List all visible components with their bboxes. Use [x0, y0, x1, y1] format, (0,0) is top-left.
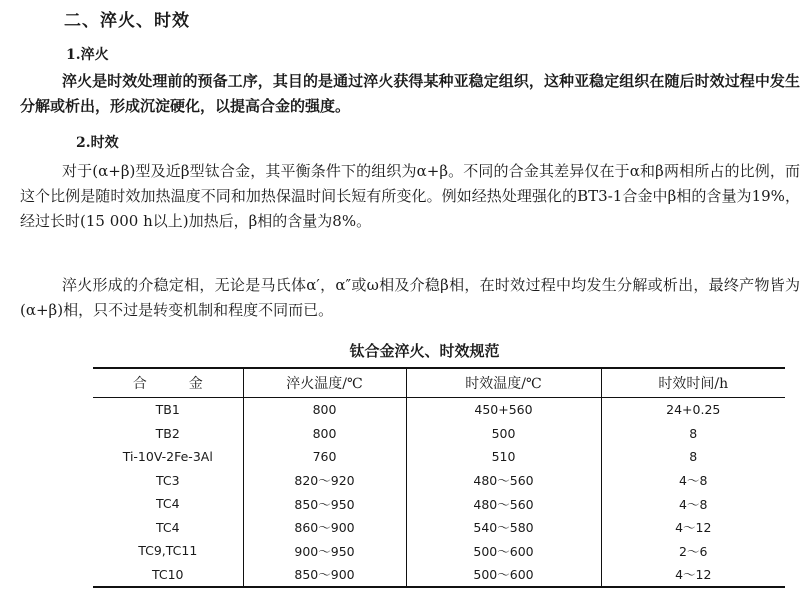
header-aging-time: 时效时间/h	[601, 368, 785, 398]
cell-aging-temp: 500	[406, 422, 601, 446]
aging-paragraph-1: 对于(α+β)型及近β型钛合金，其平衡条件下的组织为α+β。不同的合金其差异仅在于α和β两相所占的比例，而这个比例是随时效加热温度不同和加热保温时间长短有所变化。例如经热处理强化的BT3-1合金中β相的含量为19%，经过长时(15 000 h以上)加热后，β相的含量为8%。	[20, 162, 800, 230]
table-title: 钛合金淬火、时效规范	[349, 342, 500, 360]
cell-quench-temp: 900～950	[243, 539, 406, 563]
cell-alloy: TC4	[155, 519, 180, 535]
table-row	[93, 563, 785, 588]
section-heading: 二、淬火、时效	[64, 11, 190, 31]
cell-aging-time: 2～6	[601, 539, 785, 563]
cell-quench-temp: 800	[243, 422, 406, 446]
cell-aging-temp: 480～560	[406, 492, 601, 516]
cell-aging-time: 24+0.25	[601, 398, 785, 422]
cell-alloy: TC4	[155, 496, 180, 512]
cell-alloy: TB1	[155, 402, 180, 418]
cell-aging-time: 8	[601, 445, 785, 469]
table-row	[93, 398, 785, 422]
cell-aging-temp: 510	[406, 445, 601, 469]
table-row	[93, 422, 785, 446]
cell-alloy: TC10	[93, 563, 243, 588]
cell-aging-time: 4～12	[601, 563, 785, 588]
cell-alloy: TB2	[155, 425, 180, 441]
cell-quench-temp: 800	[243, 398, 406, 422]
cell-aging-temp: 500～600	[406, 539, 601, 563]
cell-quench-temp: 850～900	[243, 563, 406, 588]
table-row	[93, 492, 785, 516]
cell-quench-temp: 820～920	[243, 469, 406, 493]
cell-quench-temp: 850～950	[243, 492, 406, 516]
cell-quench-temp: 760	[243, 445, 406, 469]
cell-aging-time: 4～8	[601, 492, 785, 516]
table-row	[93, 469, 785, 493]
cell-aging-time: 4～12	[601, 516, 785, 540]
cell-aging-temp: 500～600	[406, 563, 601, 588]
header-quench-temp: 淬火温度/℃	[243, 368, 406, 398]
subsection-heading-quenching: 1.淬火	[66, 47, 109, 63]
header-aging-temp: 时效温度/℃	[406, 368, 601, 398]
cell-aging-time: 8	[601, 422, 785, 446]
header-alloy: 合 金	[93, 368, 243, 398]
table-row	[93, 539, 785, 563]
cell-alloy: Ti-10V-2Fe-3Al	[122, 449, 213, 465]
cell-aging-temp: 480～560	[406, 469, 601, 493]
subsection-heading-aging: 2.时效	[76, 135, 119, 151]
cell-alloy: TC9,TC11	[138, 543, 198, 559]
cell-aging-temp: 540～580	[406, 516, 601, 540]
cell-alloy: TC3	[155, 472, 180, 488]
cell-quench-temp: 860～900	[243, 516, 406, 540]
aging-paragraph-2: 淬火形成的介稳定相，无论是马氏体α′，α″或ω相及介稳β相，在时效过程中均发生分解或析出，最终产物皆为(α+β)相，只不过是转变机制和程度不同而已。	[20, 276, 800, 319]
table-row	[93, 516, 785, 540]
table-header-row	[93, 368, 785, 398]
cell-aging-temp: 450+560	[406, 398, 601, 422]
cell-aging-time: 4～8	[601, 469, 785, 493]
quenching-paragraph: 淬火是时效处理前的预备工序，其目的是通过淬火获得某种亚稳定组织，这种亚稳定组织在随后时效过程中发生分解或析出，形成沉淀硬化，以提高合金的强度。	[20, 72, 800, 115]
quench-aging-spec-table	[93, 367, 785, 588]
table-row	[93, 445, 785, 469]
